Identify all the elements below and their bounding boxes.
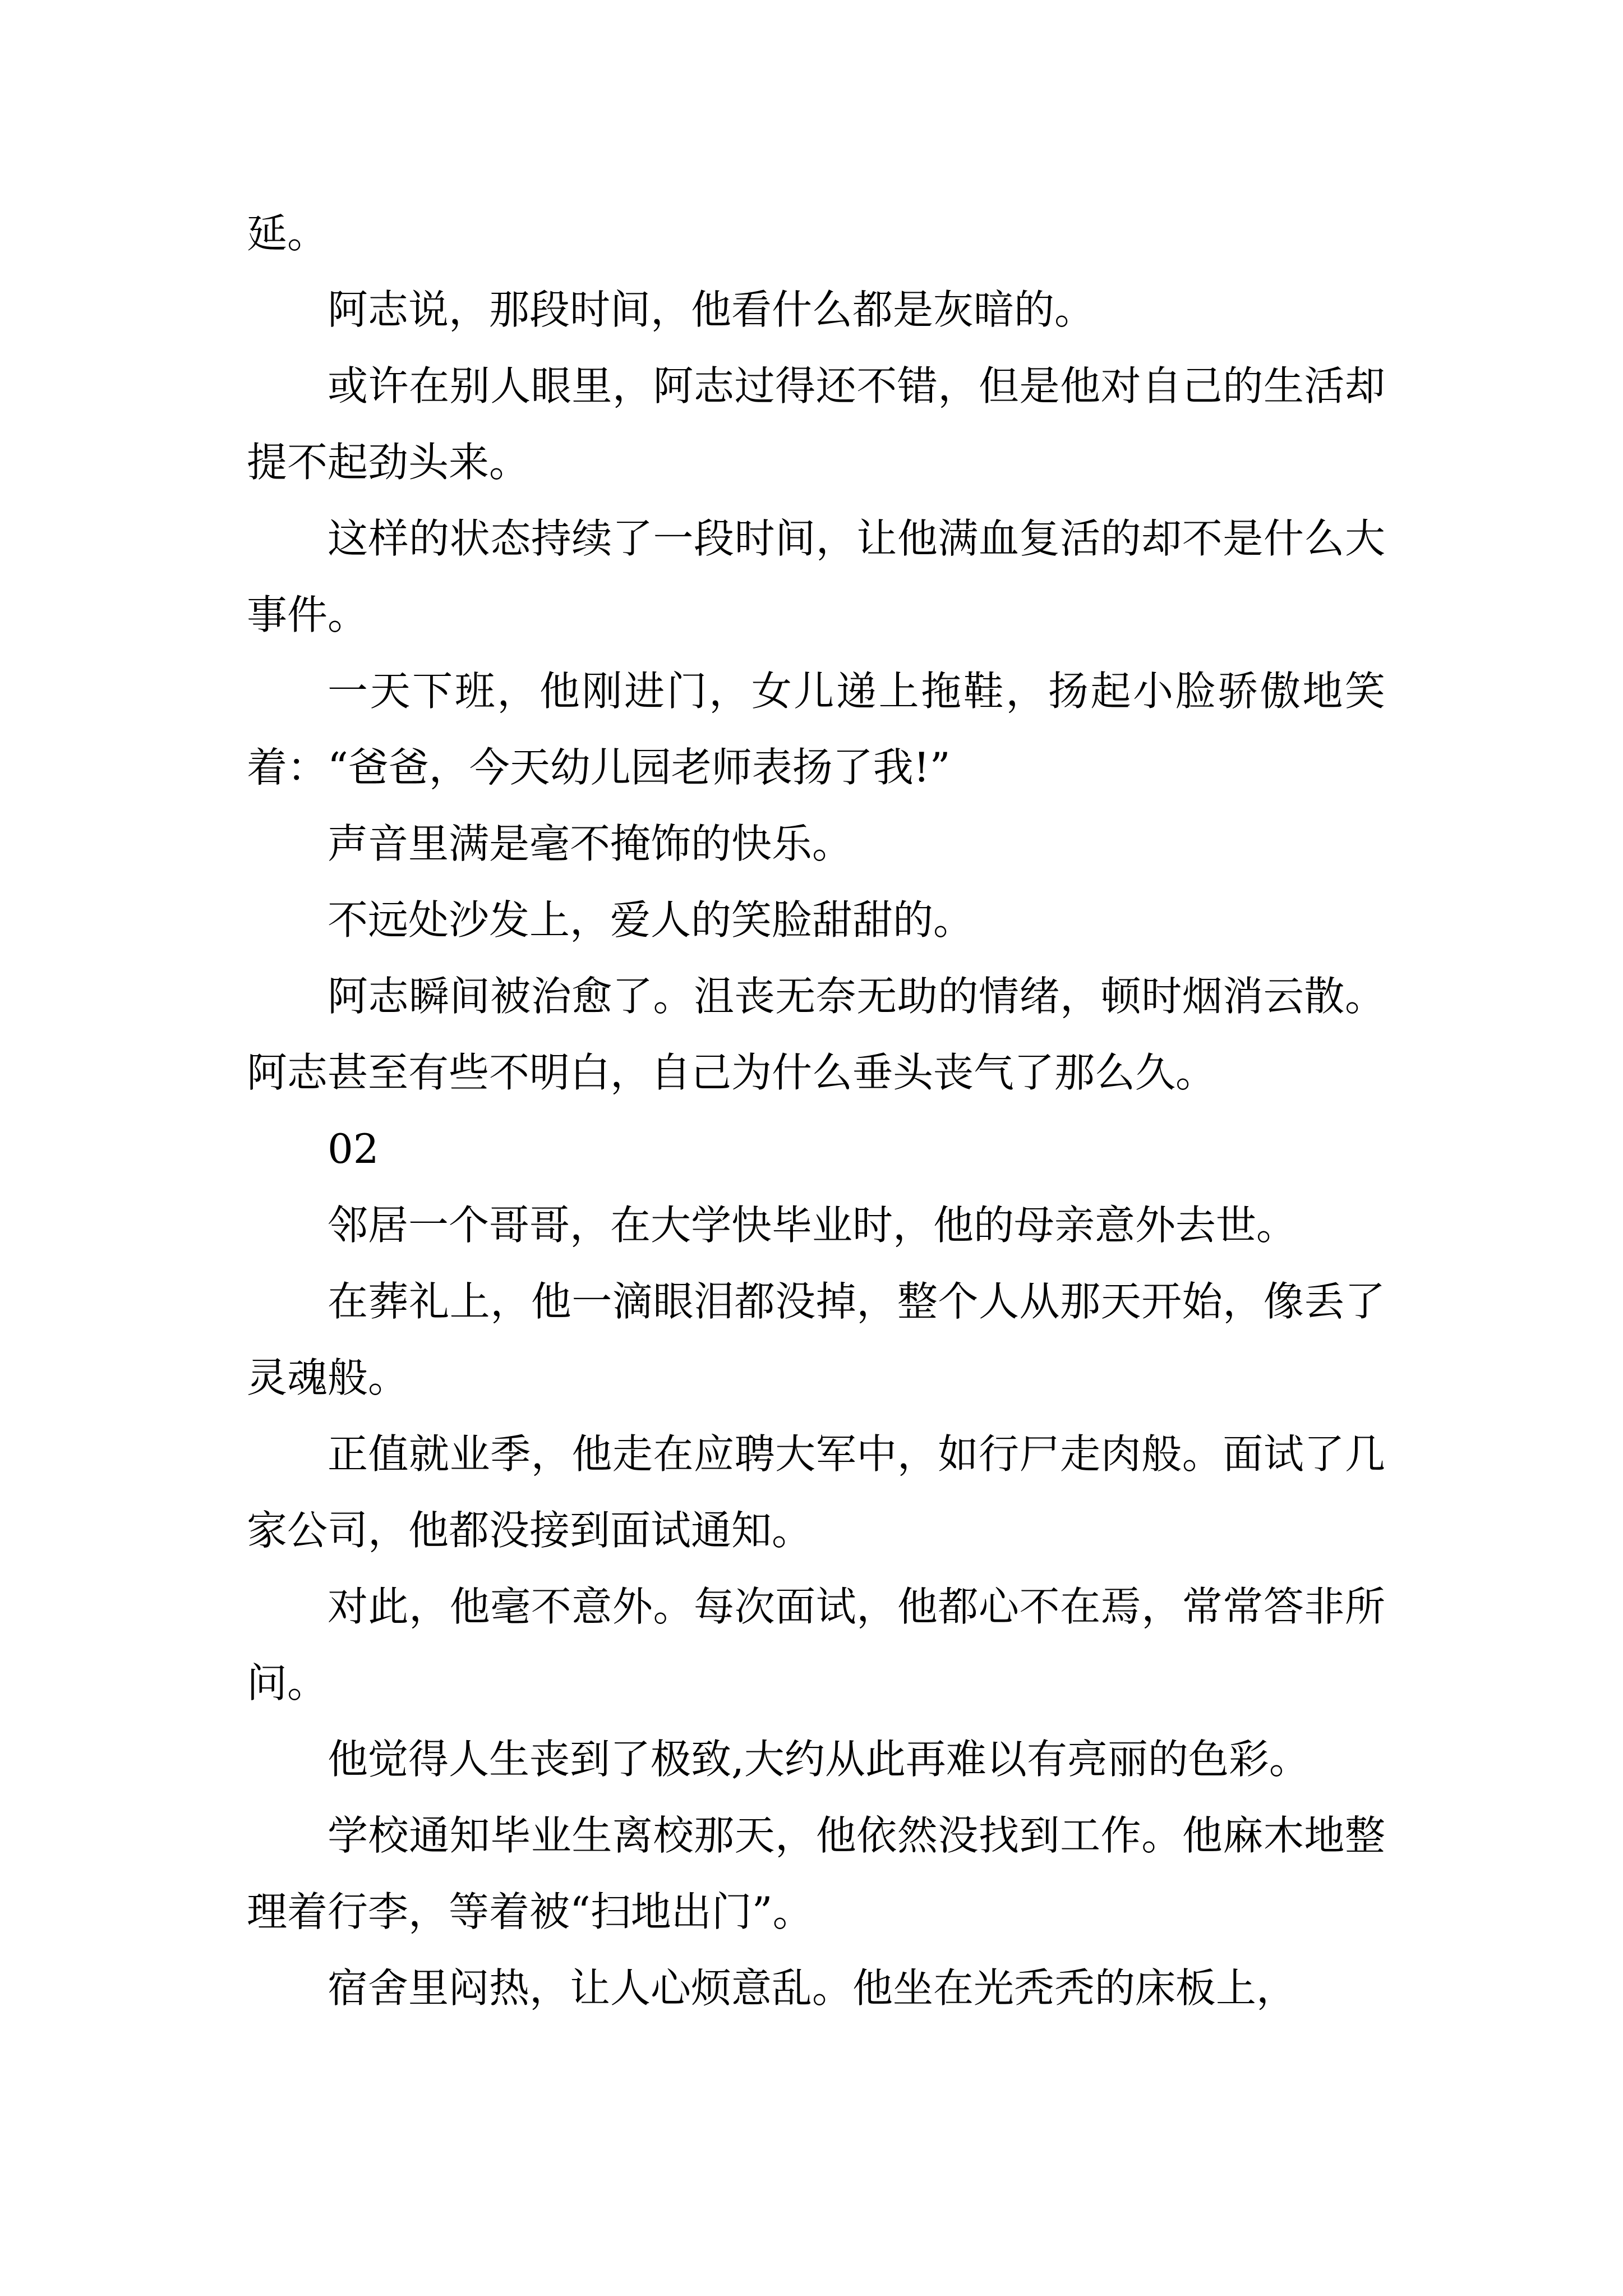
section-number: 02	[328, 1125, 379, 1172]
paragraph: 不远处沙发上，爱人的笑脸甜甜的。	[328, 896, 974, 944]
paragraph: 学校通知毕业生离校那天，他依然没找到工作。他麻木地整理着行李，等着被“扫地出门”。	[247, 1812, 1385, 1935]
paragraph: 延。	[247, 210, 328, 257]
paragraph: 这样的状态持续了一段时间，让他满血复活的却不是什么大事件。	[247, 515, 1385, 638]
paragraph: 或许在别人眼里，阿志过得还不错，但是他对自己的生活却提不起劲头来。	[247, 362, 1385, 486]
paragraph: 对此，他毫不意外。每次面试，他都心不在焉，常常答非所问。	[247, 1583, 1385, 1706]
document-body	[247, 195, 1385, 2026]
paragraph: 正值就业季，他走在应聘大军中，如行尸走肉般。面试了几家公司，他都没接到面试通知。	[247, 1430, 1385, 1554]
paragraph: 在葬礼上，他一滴眼泪都没掉，整个人从那天开始，像丢了灵魂般。	[247, 1278, 1385, 1401]
paragraph: 阿志说，那段时间，他看什么都是灰暗的。	[328, 286, 1095, 333]
paragraph: 邻居一个哥哥，在大学快毕业时，他的母亲意外去世。	[328, 1202, 1297, 1249]
paragraph: 他觉得人生丧到了极致,大约从此再难以有亮丽的色彩。	[328, 1736, 1310, 1783]
paragraph: 宿舍里闷热，让人心烦意乱。他坐在光秃秃的床板上，	[328, 1964, 1297, 2012]
paragraph: 一天下班，他刚进门，女儿递上拖鞋，扬起小脸骄傲地笑着：“爸爸，今天幼儿园老师表扬了我!”	[247, 668, 1385, 791]
paragraph: 声音里满是毫不掩饰的快乐。	[328, 820, 853, 867]
paragraph: 阿志瞬间被治愈了。沮丧无奈无助的情绪，顿时烟消云散。阿志甚至有些不明白，自己为什么垂头丧气了那么久。	[247, 973, 1385, 1096]
